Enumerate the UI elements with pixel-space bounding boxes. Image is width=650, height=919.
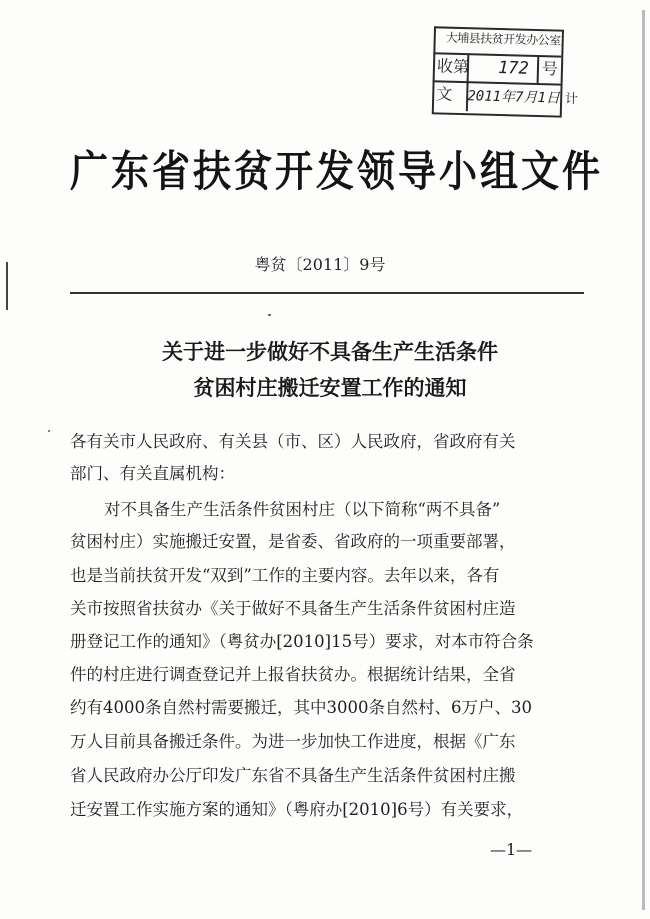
document-title: 广东省扶贫开发领导小组文件	[70, 146, 604, 197]
body-line: 对不具备生产生活条件贫困村庄（以下简称“两不具备”	[104, 500, 501, 519]
body-line: 省人民政府办公厅印发广东省不具备生产生活条件贫困村庄搬	[70, 766, 516, 785]
body-line: 部门、有关直属机构：	[70, 464, 235, 483]
body-line: 各有关市人民政府、有关县（市、区）人民政府，省政府有关	[70, 432, 516, 451]
page-number: —1—	[490, 840, 533, 859]
stamp-file-date: 2011年7月1日	[467, 88, 561, 107]
stamp-file-label: 文	[436, 84, 453, 104]
stamp-organization: 大埔县扶贫开发办公室	[445, 30, 561, 48]
stamp-file-suffix: 计	[564, 91, 579, 108]
stamp-file-row	[436, 81, 578, 111]
stamp-receive-suffix: 号	[541, 59, 559, 79]
stamp-receive-label: 收第	[436, 56, 470, 77]
stamp-receive-row	[437, 53, 559, 82]
body-line: 关市按照省扶贫办《关于做好不具备生产生活条件贫困村庄造	[70, 599, 516, 618]
scan-speck	[48, 430, 50, 432]
document-number: 粤贫〔2011〕9号	[254, 255, 386, 274]
notice-title-line-2: 贫困村庄搬迁安置工作的通知	[193, 376, 467, 400]
header-rule	[70, 292, 584, 294]
body-line: 万人目前具备搬迁条件。为进一步加快工作进度，根据《广东	[70, 732, 516, 751]
notice-title-line-1: 关于进一步做好不具备生产生活条件	[162, 340, 498, 364]
scan-edge-mark	[642, 10, 645, 910]
body-line: 约有4000条自然村需要搬迁，其中3000条自然村、6万户、30	[70, 698, 532, 717]
stamp-receive-number: 172	[497, 58, 530, 79]
body-line: 迁安置工作实施方案的通知》（粤府办[2010]6号）有关要求，	[70, 800, 524, 819]
receipt-stamp	[432, 20, 579, 113]
body-line: 也是当前扶贫开发“双到”工作的主要内容。去年以来，各有	[70, 566, 500, 585]
scan-speck	[268, 314, 271, 316]
body-line: 册登记工作的通知》（粤贫办[2010]15号）要求，对本市符合条	[70, 632, 534, 651]
body-line: 贫困村庄）实施搬迁安置，是省委、省政府的一项重要部署，	[70, 532, 516, 551]
scan-edge-mark	[6, 262, 8, 310]
body-line: 件的村庄进行调查登记并上报省扶贫办。根据统计结果，全省	[70, 665, 516, 684]
